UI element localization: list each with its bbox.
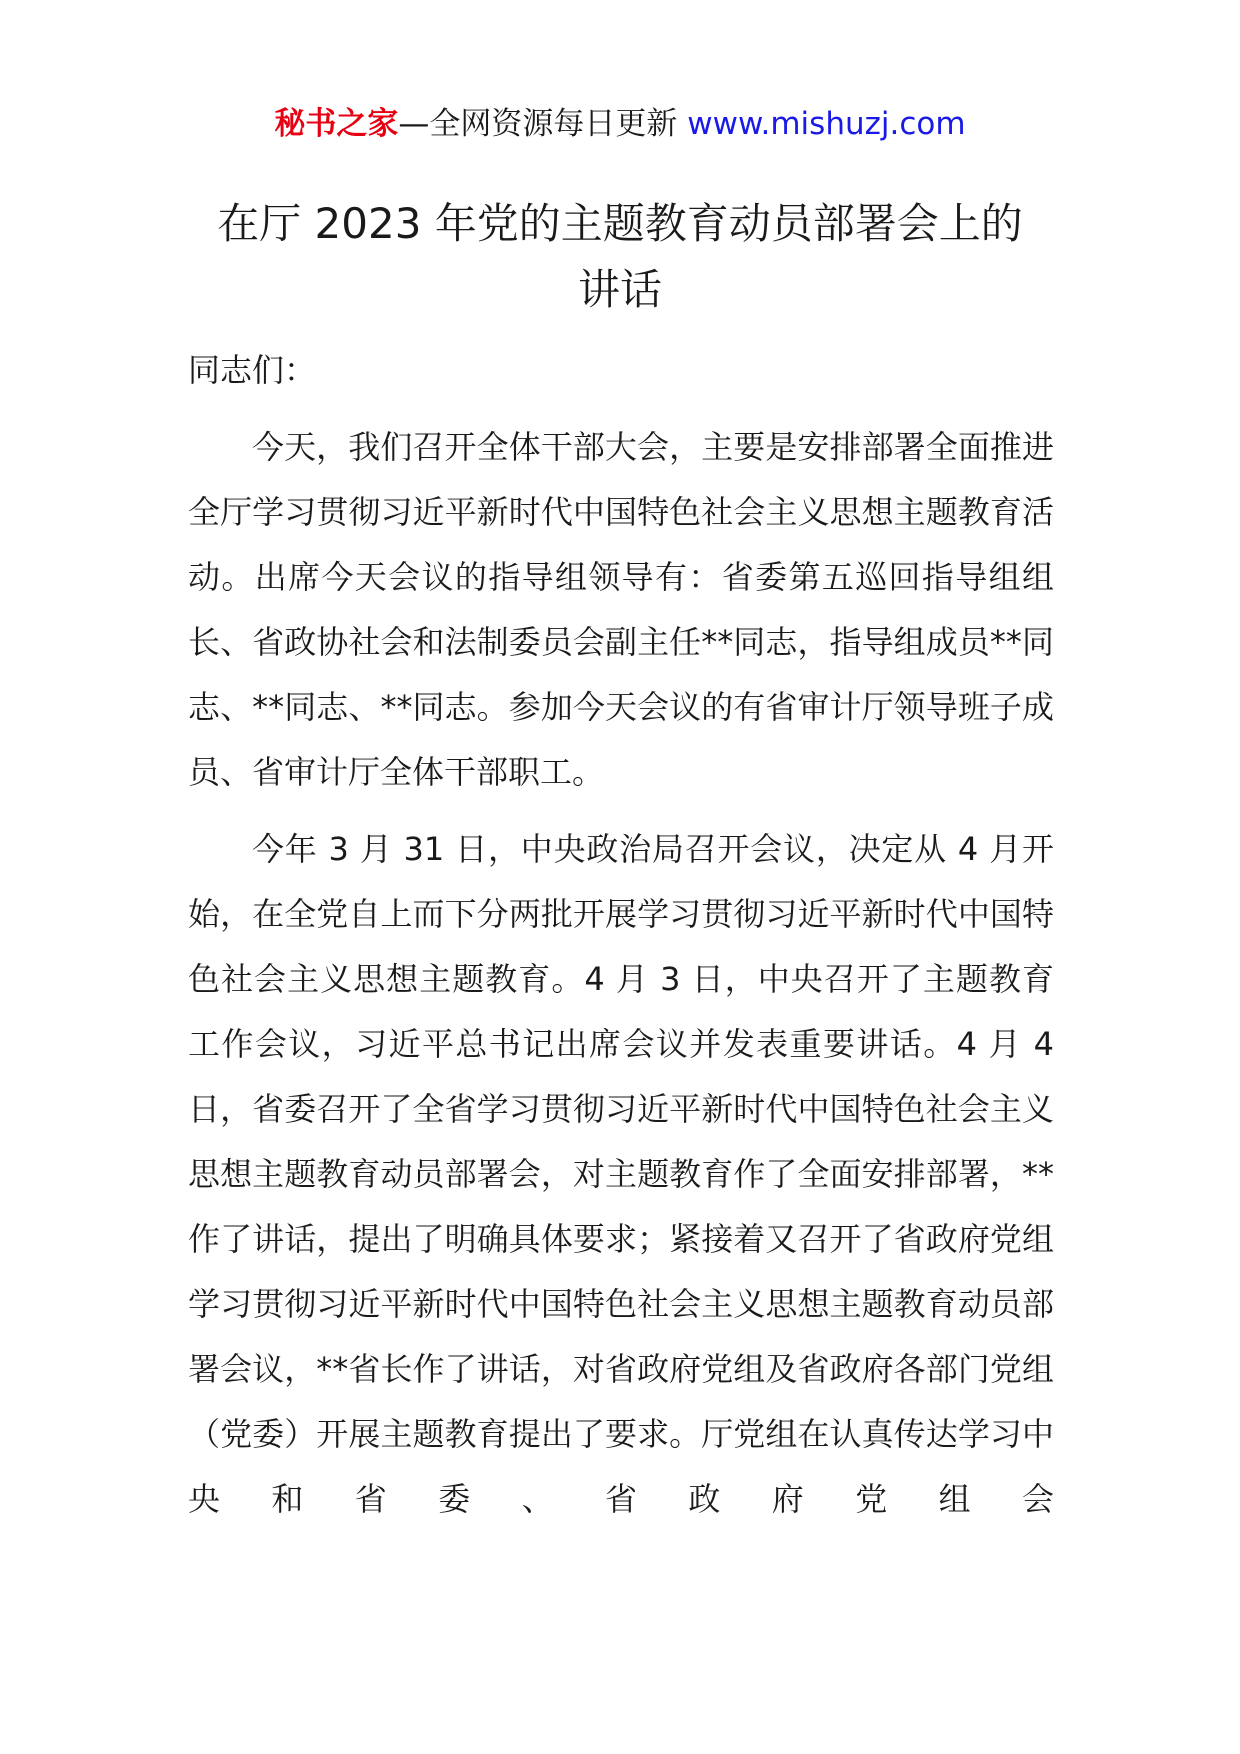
document-title — [170, 191, 1070, 323]
site-url-link[interactable]: www.mishuzj.com — [687, 106, 966, 142]
salutation: 同志们： — [188, 351, 317, 389]
paragraph-1: 今天，我们召开全体干部大会，主要是安排部署全面推进全厅学习贯彻习近平新时代中国特色社会主义思想主题教育活动。出席今天会议的指导组领导有：省委第五巡回指导组组长、省政协社会和法制委员会副主任**同志，指导组成员**同志、**同志、**同志。参加今天会议的有省审计厅领导班子成员、省审计厅全体干部职工。 — [188, 428, 1054, 791]
site-header — [0, 102, 1240, 146]
title-line-1: 在厅 2023 年党的主题教育动员部署会上的 — [217, 199, 1023, 248]
title-line-2: 讲话 — [577, 265, 662, 314]
paragraph-2: 今年 3 月 31 日，中央政治局召开会议，决定从 4 月开始，在全党自上而下分两批开展学习贯彻习近平新时代中国特色社会主义思想主题教育。4 月 3 日，中央召开了主题教育工作会议，习近平总书记出席会议并发表重要讲话。4 月 4 日，省委召开了全省学习贯彻习近平新时代中国特色社会主义思想主题教育动员部署会，对主题教育作了全面安排部署，**作了讲话，提出了明确具体要求；紧接着又召开了省政府党组学习贯彻习近平新时代中国特色社会主义思想主题教育动员部署会议，**省长作了讲话，对省政府党组及省政府各部门党组（党委）开展主题教育提出了要求。厅党组在认真传达学习中央和省委、省政府党组会 — [188, 830, 1054, 1518]
header-tagline: —全网资源每日更新 — [398, 106, 688, 142]
brand-name: 秘书之家 — [274, 106, 399, 142]
document-body — [188, 338, 1054, 1544]
